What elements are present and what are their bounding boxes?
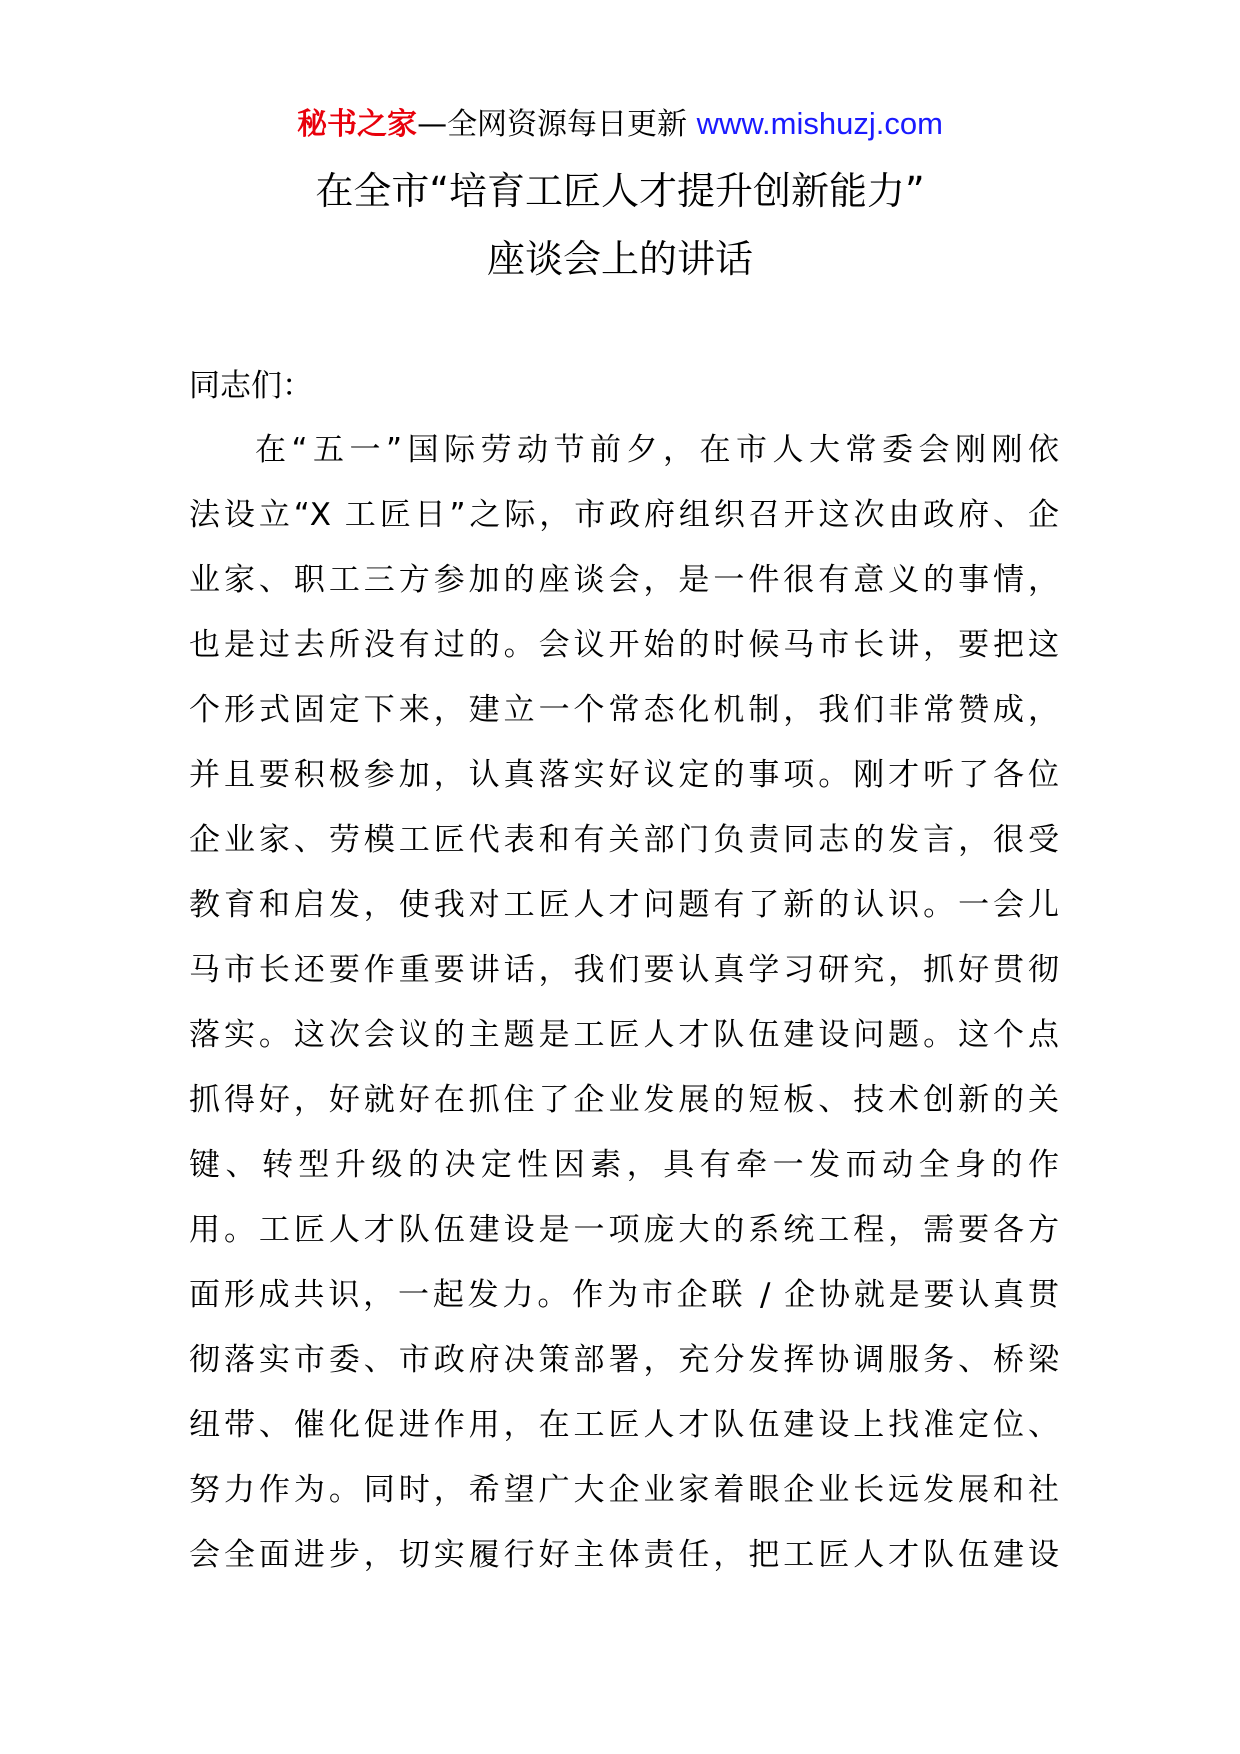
paragraph-line: 抓得好，好就好在抓住了企业发展的短板、技术创新的关 xyxy=(189,1082,1059,1118)
paragraph-line: 落实。这次会议的主题是工匠人才队伍建设问题。这个点 xyxy=(189,1017,1059,1053)
body-paragraph xyxy=(189,428,1059,1598)
paragraph-line: 并且要积极参加，认真落实好议定的事项。刚才听了各位 xyxy=(189,757,1059,793)
paragraph-line: 面形成共识，一起发力。作为市企联 / 企协就是要认真贯 xyxy=(189,1277,1059,1313)
paragraph-line: 会全面进步，切实履行好主体责任，把工匠人才队伍建设 xyxy=(189,1537,1059,1573)
paragraph-line: 教育和启发，使我对工匠人才问题有了新的认识。一会儿 xyxy=(189,887,1059,923)
paragraph-line: 键、转型升级的决定性因素，具有牵一发而动全身的作 xyxy=(189,1147,1059,1183)
paragraph-line: 努力作为。同时，希望广大企业家着眼企业长远发展和社 xyxy=(189,1472,1059,1508)
paragraph-line: 业家、职工三方参加的座谈会，是一件很有意义的事情， xyxy=(189,562,1059,598)
paragraph-line: 用。工匠人才队伍建设是一项庞大的系统工程，需要各方 xyxy=(189,1212,1059,1248)
paragraph-line: 马市长还要作重要讲话，我们要认真学习研究，抓好贯彻 xyxy=(189,952,1059,988)
paragraph-line: 彻落实市委、市政府决策部署，充分发挥协调服务、桥梁 xyxy=(189,1342,1059,1378)
site-url-link[interactable]: www.mishuzj.com xyxy=(696,106,943,141)
paragraph-line: 企业家、劳模工匠代表和有关部门负责同志的发言，很受 xyxy=(189,822,1059,858)
paragraph-line: 纽带、催化促进作用，在工匠人才队伍建设上找准定位、 xyxy=(189,1407,1059,1443)
paragraph-line: 个形式固定下来，建立一个常态化机制，我们非常赞成， xyxy=(189,692,1059,728)
header-tagline: —全网资源每日更新 xyxy=(417,107,688,142)
document-title-line-2: 座谈会上的讲话 xyxy=(486,237,753,281)
brand-name: 秘书之家 xyxy=(297,107,418,142)
salutation: 同志们： xyxy=(189,368,313,404)
paragraph-line: 法设立“X 工匠日”之际，市政府组织召开这次由政府、企 xyxy=(189,497,1059,533)
paragraph-line: 在“五一”国际劳动节前夕，在市人大常委会刚刚依 xyxy=(255,432,1059,468)
paragraph-line: 也是过去所没有过的。会议开始的时候马市长讲，要把这 xyxy=(189,627,1059,663)
site-header xyxy=(0,102,1240,147)
document-title-line-1: 在全市“培育工匠人才提升创新能力” xyxy=(315,169,925,213)
